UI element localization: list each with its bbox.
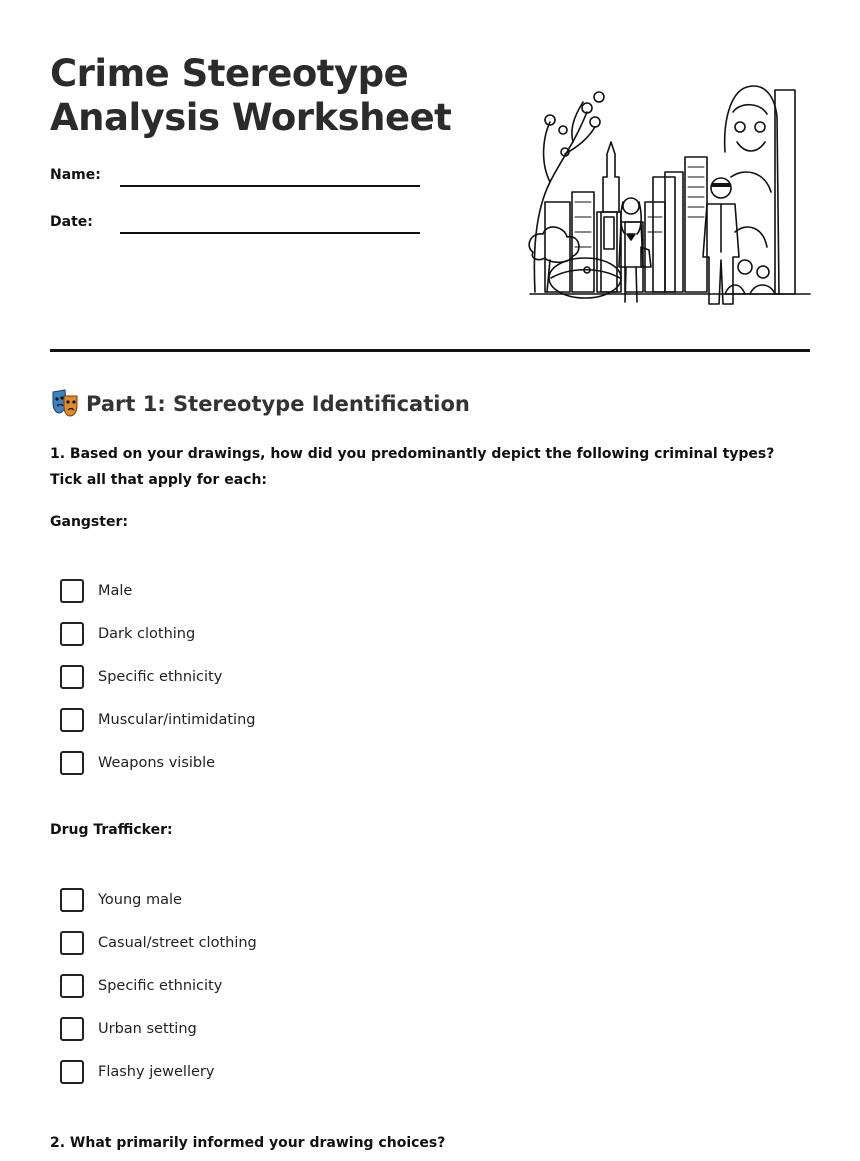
trafficker-option-urban[interactable] <box>60 1016 197 1042</box>
trafficker-label: Drug Trafficker: <box>50 822 173 838</box>
checkbox[interactable] <box>60 579 84 603</box>
gangster-option-ethnicity[interactable] <box>60 664 222 690</box>
part1-title: Part 1: Stereotype Identification <box>86 392 470 416</box>
option-label: Weapons visible <box>98 755 216 771</box>
option-label: Flashy jewellery <box>98 1064 215 1080</box>
checkbox[interactable] <box>60 751 84 775</box>
option-label: Male <box>98 583 133 599</box>
checkbox[interactable] <box>60 1060 84 1084</box>
part1-heading <box>50 388 470 418</box>
question-2: 2. What primarily informed your drawing choices? <box>50 1135 446 1151</box>
date-line[interactable] <box>120 232 420 234</box>
checkbox[interactable] <box>60 1017 84 1041</box>
trafficker-option-jewellery[interactable] <box>60 1059 214 1085</box>
trafficker-option-young-male[interactable] <box>60 887 182 913</box>
gangster-option-dark-clothing[interactable] <box>60 621 195 647</box>
option-label: Muscular/intimidating <box>98 712 256 728</box>
name-label: Name: <box>50 167 101 183</box>
gangster-option-weapons[interactable] <box>60 750 215 776</box>
name-line[interactable] <box>120 185 420 187</box>
checkbox[interactable] <box>60 622 84 646</box>
section-divider <box>50 349 810 352</box>
gangster-label: Gangster: <box>50 514 128 530</box>
option-label: Specific ethnicity <box>98 669 223 685</box>
checkbox[interactable] <box>60 665 84 689</box>
option-label: Casual/street clothing <box>98 935 257 951</box>
trafficker-option-street-clothing[interactable] <box>60 930 257 956</box>
option-label: Urban setting <box>98 1021 197 1037</box>
gangster-option-male[interactable] <box>60 578 132 604</box>
city-illustration <box>525 82 815 312</box>
checkbox[interactable] <box>60 708 84 732</box>
checkbox[interactable] <box>60 931 84 955</box>
page-title: Crime Stereotype Analysis Worksheet <box>50 52 452 139</box>
gangster-option-muscular[interactable] <box>60 707 255 733</box>
question-1: 1. Based on your drawings, how did you predominantly depict the following criminal types? Tick all that apply for each: <box>50 446 775 488</box>
trafficker-option-ethnicity[interactable] <box>60 973 222 999</box>
date-field[interactable] <box>50 214 420 244</box>
name-field[interactable] <box>50 167 420 197</box>
theater-mask-icon <box>50 388 80 418</box>
date-label: Date: <box>50 214 93 230</box>
option-label: Young male <box>98 892 182 908</box>
checkbox[interactable] <box>60 888 84 912</box>
checkbox[interactable] <box>60 974 84 998</box>
option-label: Specific ethnicity <box>98 978 223 994</box>
option-label: Dark clothing <box>98 626 196 642</box>
